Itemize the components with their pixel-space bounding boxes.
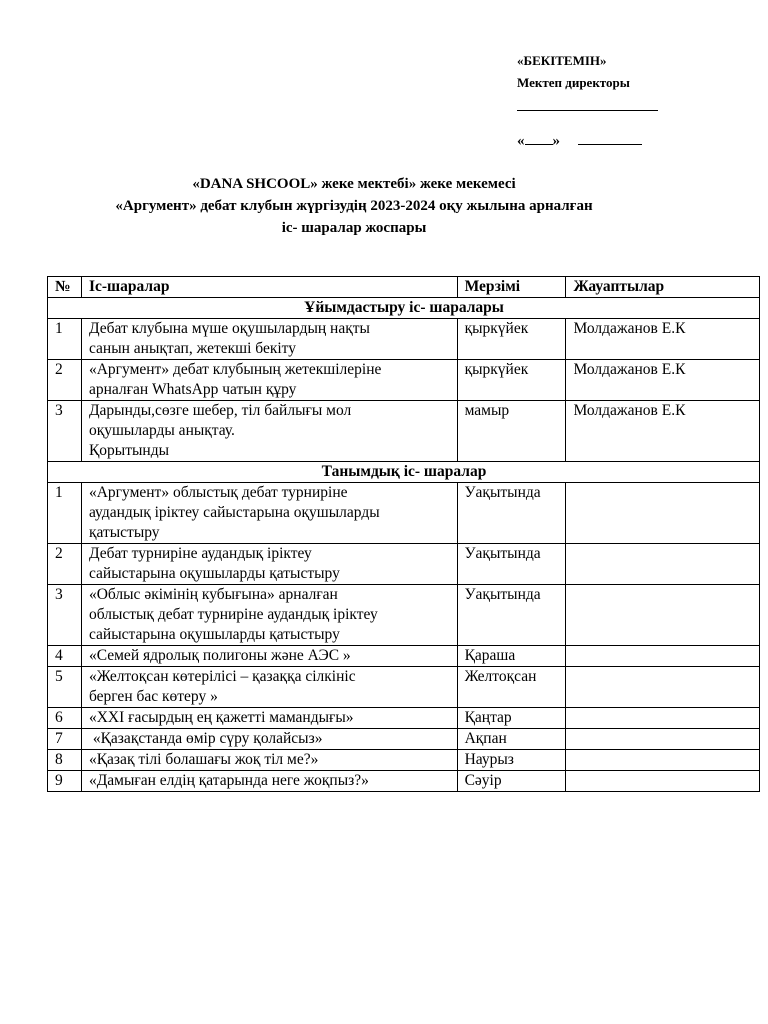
signature-line	[517, 94, 717, 116]
event-line: сайыстарына оқушыларды қатыстыру	[88, 565, 340, 582]
responsible-cell	[566, 708, 760, 729]
table-body	[48, 298, 760, 792]
date-close-quote: »	[552, 133, 560, 149]
section-header-row	[48, 462, 760, 483]
title-line-3: іс- шаралар жоспары	[281, 220, 427, 236]
row-number: 5	[48, 667, 82, 708]
term-cell: қыркүйек	[457, 319, 566, 360]
term-cell: Уақытында	[457, 585, 566, 646]
event-line: оқушыларды анықтау.	[88, 422, 235, 439]
table-header-row	[48, 277, 760, 298]
approval-date-line	[517, 130, 717, 152]
section-title: Танымдық іс- шаралар	[48, 462, 760, 483]
term-cell: Қаңтар	[457, 708, 566, 729]
responsible-cell	[566, 667, 760, 708]
event-line: «Аргумент» дебат клубының жетекшілеріне	[88, 361, 382, 378]
responsible-cell: Молдажанов Е.К	[566, 319, 760, 360]
event-line: Дебат клубына мүше оқушылардың нақты	[88, 320, 370, 337]
responsible-cell	[566, 544, 760, 585]
event-cell	[81, 708, 457, 729]
table-row	[48, 585, 760, 646]
term-cell: қыркүйек	[457, 360, 566, 401]
event-cell	[81, 319, 457, 360]
event-line: қатыстыру	[88, 524, 160, 541]
event-cell	[81, 729, 457, 750]
row-number: 7	[48, 729, 82, 750]
event-cell	[81, 750, 457, 771]
term-cell: Уақытында	[457, 544, 566, 585]
responsible-cell	[566, 729, 760, 750]
column-header-number: №	[48, 277, 82, 298]
row-number: 8	[48, 750, 82, 771]
table-row	[48, 750, 760, 771]
date-open-quote: «	[517, 133, 525, 149]
term-cell: мамыр	[457, 401, 566, 462]
row-number: 2	[48, 544, 82, 585]
event-line: «Қазақстанда өмір сүру қолайсыз»	[88, 730, 323, 747]
event-line: сайыстарына оқушыларды қатыстыру	[88, 626, 340, 643]
event-line: санын анықтап, жетекші бекіту	[88, 340, 297, 357]
event-line: «Дамыған елдің қатарында неге жоқпыз?»	[88, 772, 369, 789]
approval-position: Мектеп директоры	[517, 75, 630, 90]
table-row	[48, 401, 760, 462]
approval-title: «БЕКІТЕМІН»	[517, 53, 607, 68]
table-row	[48, 360, 760, 401]
column-header-responsible: Жауаптылар	[566, 277, 760, 298]
table-row	[48, 319, 760, 360]
event-cell	[81, 360, 457, 401]
event-line: облыстық дебат турниріне аудандық іріктеу	[88, 606, 378, 623]
term-cell: Наурыз	[457, 750, 566, 771]
event-line: «Аргумент» облыстық дебат турниріне	[88, 484, 348, 501]
table-row	[48, 771, 760, 792]
row-number: 3	[48, 401, 82, 462]
row-number: 3	[48, 585, 82, 646]
event-cell	[81, 667, 457, 708]
column-header-events: Іс-шаралар	[81, 277, 457, 298]
event-line: «ХХІ ғасырдың ең қажетті мамандығы»	[88, 709, 354, 726]
row-number: 1	[48, 319, 82, 360]
table-row	[48, 729, 760, 750]
row-number: 9	[48, 771, 82, 792]
event-line: Дарынды,сөзге шебер, тіл байлығы мол	[88, 402, 352, 419]
event-cell	[81, 771, 457, 792]
table-row	[48, 646, 760, 667]
event-line: Дебат турниріне аудандық іріктеу	[88, 545, 312, 562]
row-number: 6	[48, 708, 82, 729]
document-title	[0, 173, 708, 239]
table-row	[48, 708, 760, 729]
term-cell: Қараша	[457, 646, 566, 667]
row-number: 2	[48, 360, 82, 401]
title-line-1: «DANA SHCOOL» жеке мектебі» жеке мекемесі	[192, 176, 516, 192]
row-number: 4	[48, 646, 82, 667]
event-cell	[81, 646, 457, 667]
approval-block	[517, 50, 717, 152]
responsible-cell	[566, 646, 760, 667]
responsible-cell: Молдажанов Е.К	[566, 360, 760, 401]
table-row	[48, 667, 760, 708]
table-row	[48, 544, 760, 585]
term-cell: Уақытында	[457, 483, 566, 544]
responsible-cell	[566, 750, 760, 771]
table-row	[48, 483, 760, 544]
responsible-cell	[566, 771, 760, 792]
month-blank	[578, 132, 642, 145]
event-line: «Облыс әкімінің кубығына» арналған	[88, 586, 338, 603]
title-line-2: «Аргумент» дебат клубын жүргізудің 2023-2024 оқу жылына арналған	[115, 198, 593, 214]
event-cell	[81, 401, 457, 462]
responsible-cell	[566, 585, 760, 646]
section-title: Ұйымдастыру іс- шаралары	[48, 298, 760, 319]
event-cell	[81, 585, 457, 646]
section-header-row	[48, 298, 760, 319]
event-line: «Семей ядролық полигоны және АЭС »	[88, 647, 351, 664]
event-cell	[81, 483, 457, 544]
day-blank	[525, 132, 553, 145]
event-line: Қорытынды	[88, 442, 170, 459]
term-cell: Ақпан	[457, 729, 566, 750]
event-cell	[81, 544, 457, 585]
responsible-cell: Молдажанов Е.К	[566, 401, 760, 462]
responsible-cell	[566, 483, 760, 544]
event-line: «Қазақ тілі болашағы жоқ тіл ме?»	[88, 751, 319, 768]
event-line: аудандық іріктеу сайыстарына оқушыларды	[88, 504, 380, 521]
event-line: «Желтоқсан көтерілісі – қазаққа сілкініс	[88, 668, 356, 685]
column-header-term: Мерзімі	[457, 277, 566, 298]
row-number: 1	[48, 483, 82, 544]
event-line: берген бас көтеру »	[88, 688, 218, 705]
event-line: арналған WhatsApp чатын құру	[88, 381, 297, 398]
term-cell: Сәуір	[457, 771, 566, 792]
events-table	[47, 276, 760, 792]
term-cell: Желтоқсан	[457, 667, 566, 708]
